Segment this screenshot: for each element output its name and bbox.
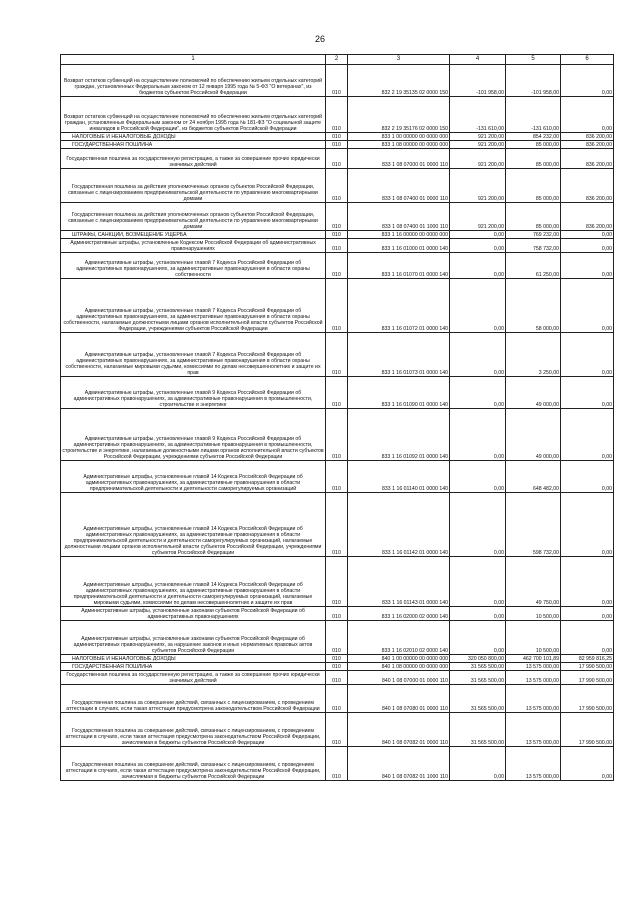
table-row	[61, 671, 614, 685]
row-code-cell: 010	[326, 169, 348, 203]
amount-cell: 836 200,00	[561, 149, 614, 169]
amount-cell: 17 990 500,00	[561, 663, 614, 671]
amount-cell: 0,00	[450, 747, 506, 781]
row-code-cell: 010	[326, 279, 348, 333]
amount-cell: 921 200,00	[450, 149, 506, 169]
amount-cell: 0,00	[561, 279, 614, 333]
row-code-cell: 010	[326, 671, 348, 685]
row-name-text: Административные штрафы, установленные законами субъектов Российской Федерации об административных правонарушениях	[81, 607, 305, 620]
row-name-text: Административные штрафы, установленные главой 7 Кодекса Российской Федерации об административных правонарушениях, за административные правонарушения в области охраны собственности	[76, 259, 310, 278]
amount-cell: 769 232,00	[506, 231, 561, 239]
amount-cell: 0,00	[561, 65, 614, 97]
amount-cell: 0,00	[561, 747, 614, 781]
amount-cell: 17 990 500,00	[561, 685, 614, 713]
table-row	[61, 239, 614, 253]
table-row	[61, 655, 614, 663]
revenue-code-cell: 840 1 08 07082 01 1000 110	[348, 747, 450, 781]
table-row	[61, 149, 614, 169]
amount-cell: 0,00	[450, 279, 506, 333]
table-row	[61, 557, 614, 607]
row-name-text: ШТРАФЫ, САНКЦИИ, ВОЗМЕЩЕНИЕ УЩЕРБА	[72, 231, 187, 238]
row-code-cell: 010	[326, 713, 348, 747]
amount-cell: 49 000,00	[506, 377, 561, 409]
table-row	[61, 65, 614, 97]
table-body	[61, 65, 614, 781]
row-name-text: Возврат остатков субвенций на осуществление полномочий по обеспечению жильем отдельных категорий граждан, установленных Федеральным законом от 24 ноября 1995 года № 181-ФЗ "О социальной защите инвалидов в Российской Федерации", из бюджетов субъектов Российской Федерации	[63, 113, 323, 132]
row-name-cell	[61, 461, 326, 493]
revenue-code-cell: 840 1 08 07080 01 0000 110	[348, 685, 450, 713]
row-name-cell	[61, 747, 326, 781]
table-row	[61, 253, 614, 279]
amount-cell: 836 200,00	[561, 203, 614, 231]
revenue-code-cell: 833 1 16 01092 01 0000 140	[348, 409, 450, 461]
table-row	[61, 713, 614, 747]
amount-cell: 10 500,00	[506, 607, 561, 621]
amount-cell: 320 050 800,00	[450, 655, 506, 663]
revenue-code-cell: 840 1 08 00000 00 0000 000	[348, 663, 450, 671]
row-name-cell	[61, 655, 326, 663]
amount-cell: 3 250,00	[506, 333, 561, 377]
row-name-text: Административные штрафы, установленные главой 14 Кодекса Российской Федерации об административных правонарушениях, за административные правонарушения в области предпринимательской деятельности и деятельности саморегулируемых организаций, налагаемые мировыми судьями, комиссиями по делам несовершеннолетних и защите их прав	[73, 581, 313, 606]
row-name-text: Административные штрафы, установленные главой 9 Кодекса Российской Федерации об административных правонарушениях, за административные правонарушения в промышленности, строительстве и энергетике	[73, 389, 313, 408]
amount-cell: 836 200,00	[561, 169, 614, 203]
amount-cell: -101 958,00	[450, 65, 506, 97]
amount-cell: 13 575 000,00	[506, 685, 561, 713]
row-code-cell: 010	[326, 377, 348, 409]
amount-cell: 61 250,00	[506, 253, 561, 279]
table-row	[61, 409, 614, 461]
row-code-cell: 010	[326, 253, 348, 279]
amount-cell: 31 565 500,00	[450, 671, 506, 685]
row-name-text: НАЛОГОВЫЕ И НЕНАЛОГОВЫЕ ДОХОДЫ	[72, 133, 176, 140]
row-name-cell	[61, 239, 326, 253]
amount-cell: 0,00	[561, 493, 614, 557]
amount-cell: 0,00	[561, 239, 614, 253]
revenue-code-cell: 833 1 16 01073 01 0000 140	[348, 333, 450, 377]
revenue-code-cell: 833 1 16 01072 01 0000 140	[348, 279, 450, 333]
amount-cell: 58 000,00	[506, 279, 561, 333]
row-name-text: НАЛОГОВЫЕ И НЕНАЛОГОВЫЕ ДОХОДЫ	[72, 655, 176, 662]
amount-cell: 13 575 000,00	[506, 671, 561, 685]
row-code-cell: 010	[326, 557, 348, 607]
row-name-text: Административные штрафы, установленные законами субъектов Российской Федерации об административных правонарушениях, за нарушение законов и иных нормативных правовых актов субъектов Российской Федерации	[73, 635, 313, 654]
amount-cell: 31 565 500,00	[450, 663, 506, 671]
row-code-cell: 010	[326, 65, 348, 97]
table-row	[61, 141, 614, 149]
amount-cell: 17 990 500,00	[561, 671, 614, 685]
amount-cell: -131 610,00	[506, 97, 561, 133]
row-code-cell: 010	[326, 141, 348, 149]
table-row	[61, 279, 614, 333]
row-name-cell	[61, 685, 326, 713]
row-code-cell: 010	[326, 747, 348, 781]
row-name-text: Государственная пошлина за совершение действий, связанных с лицензированием, с проведением аттестации в случаях, если такая аттестация предусмотрена законодательством Российской Федерации, зачисляемая в бюджеты субъектов Российской Федерации	[65, 761, 321, 780]
row-name-cell	[61, 97, 326, 133]
column-header: 5	[506, 55, 561, 65]
amount-cell: 921 200,00	[450, 169, 506, 203]
amount-cell: 0,00	[561, 409, 614, 461]
amount-cell: 921 200,00	[450, 203, 506, 231]
table-row	[61, 333, 614, 377]
column-header: 3	[348, 55, 450, 65]
row-name-cell	[61, 663, 326, 671]
amount-cell: 31 565 500,00	[450, 713, 506, 747]
revenue-code-cell: 833 1 16 00000 00 0000 000	[348, 231, 450, 239]
header-row	[61, 55, 614, 65]
row-code-cell: 010	[326, 461, 348, 493]
revenue-code-cell: 832 2 19 35176 02 0000 150	[348, 97, 450, 133]
amount-cell: 0,00	[561, 253, 614, 279]
amount-cell: 0,00	[450, 333, 506, 377]
row-name-cell	[61, 713, 326, 747]
revenue-code-cell: 833 1 08 07000 01 0000 110	[348, 149, 450, 169]
row-name-cell	[61, 557, 326, 607]
row-name-text: Административные штрафы, установленные главой 9 Кодекса Российской Федерации об административных правонарушениях, за административные правонарушения в промышленности, строительстве и энергетике, налагаемые должностными лицами органов исполнительной власти субъектов Российской Федерации, учреждениями субъектов Российской Федерации	[62, 435, 324, 460]
revenue-code-cell: 833 1 16 01070 01 0000 140	[348, 253, 450, 279]
revenue-code-cell: 833 1 16 01000 01 0000 140	[348, 239, 450, 253]
table-row	[61, 231, 614, 239]
row-name-cell	[61, 671, 326, 685]
row-name-cell	[61, 621, 326, 655]
amount-cell: 598 732,00	[506, 493, 561, 557]
row-code-cell: 010	[326, 493, 348, 557]
amount-cell: 10 500,00	[506, 621, 561, 655]
amount-cell: 836 200,00	[561, 141, 614, 149]
row-name-text: Административные штрафы, установленные главой 14 Кодекса Российской Федерации об административных правонарушениях, за административные правонарушения в области предпринимательской деятельности и деятельности саморегулируемых организаций, налагаемые должностными лицами органов исполнительной власти субъектов Российской Федерации, учреждениями субъектов Российской Федерации	[64, 525, 322, 556]
revenue-code-cell: 833 1 16 01090 01 0000 140	[348, 377, 450, 409]
row-code-cell: 010	[326, 621, 348, 655]
table-row	[61, 493, 614, 557]
amount-cell: 13 575 000,00	[506, 663, 561, 671]
amount-cell: 0,00	[450, 377, 506, 409]
amount-cell: 13 575 000,00	[506, 713, 561, 747]
row-name-text: Государственная пошлина за совершение действий, связанных с лицензированием, с проведением аттестации в случаях, если такая аттестация предусмотрена законодательством Российской Федерации	[66, 699, 320, 712]
row-name-cell	[61, 279, 326, 333]
table-row	[61, 747, 614, 781]
row-name-cell	[61, 607, 326, 621]
revenue-code-cell: 840 1 08 07082 01 0000 110	[348, 713, 450, 747]
table-row	[61, 663, 614, 671]
row-name-cell	[61, 493, 326, 557]
amount-cell: 0,00	[450, 239, 506, 253]
amount-cell: 31 565 500,00	[450, 685, 506, 713]
row-name-text: Административные штрафы, установленные главой 7 Кодекса Российской Федерации об административных правонарушениях, за административные правонарушения в области охраны собственности, налагаемые должностными лицами органов исполнительной власти субъектов Российской Федерации, учреждениями субъектов Российской Федерации	[63, 307, 323, 332]
row-name-text: Государственная пошлина за государственную регистрацию, а также за совершение прочих юридически значимых действий	[66, 671, 320, 684]
amount-cell: 0,00	[450, 557, 506, 607]
amount-cell: 648 482,00	[506, 461, 561, 493]
column-header: 1	[61, 55, 326, 65]
row-name-text: Государственная пошлина за действия уполномоченных органов субъектов Российской Федерации, связанные с лицензированием предпринимательской деятельности по управлению многоквартирными домами	[68, 183, 318, 202]
amount-cell: 0,00	[450, 231, 506, 239]
table-row	[61, 685, 614, 713]
row-name-text: Государственная пошлина за совершение действий, связанных с лицензированием, с проведением аттестации в случаях, если такая аттестация предусмотрена законодательством Российской Федерации, зачисляемая в бюджеты субъектов Российской Федерации	[65, 727, 321, 746]
row-name-cell	[61, 409, 326, 461]
amount-cell: 13 575 000,00	[506, 747, 561, 781]
amount-cell: 0,00	[561, 377, 614, 409]
table-row	[61, 169, 614, 203]
page-number: 26	[314, 34, 325, 44]
row-code-cell: 010	[326, 409, 348, 461]
row-code-cell: 010	[326, 663, 348, 671]
amount-cell: 85 000,00	[506, 141, 561, 149]
row-code-cell: 010	[326, 97, 348, 133]
row-name-cell	[61, 149, 326, 169]
amount-cell: 0,00	[561, 607, 614, 621]
row-name-text: Административные штрафы, установленные главой 7 Кодекса Российской Федерации об административных правонарушениях, за административные правонарушения в области охраны собственности, налагаемые мировыми судьями, комиссиями по делам несовершеннолетних и защите их прав	[65, 351, 321, 376]
row-code-cell: 010	[326, 685, 348, 713]
amount-cell: 85 000,00	[506, 149, 561, 169]
row-name-cell	[61, 377, 326, 409]
column-header: 4	[450, 55, 506, 65]
amount-cell: 0,00	[450, 493, 506, 557]
row-name-text: Государственная пошлина за действия уполномоченных органов субъектов Российской Федерации, связанные с лицензированием предпринимательской деятельности по управлению многоквартирными домами	[68, 211, 318, 230]
table-row	[61, 97, 614, 133]
revenue-code-cell: 840 1 00 00000 00 0000 000	[348, 655, 450, 663]
table-row	[61, 133, 614, 141]
row-code-cell: 010	[326, 149, 348, 169]
amount-cell: 17 990 500,00	[561, 713, 614, 747]
amount-cell: 0,00	[561, 97, 614, 133]
amount-cell: 0,00	[450, 621, 506, 655]
amount-cell: -101 958,00	[506, 65, 561, 97]
table-row	[61, 461, 614, 493]
amount-cell: 758 732,00	[506, 239, 561, 253]
table-row	[61, 621, 614, 655]
amount-cell: 0,00	[561, 231, 614, 239]
row-code-cell: 010	[326, 655, 348, 663]
row-name-text: Административные штрафы, установленные главой 14 Кодекса Российской Федерации об административных правонарушениях, за административные правонарушения в области предпринимательской деятельности и деятельности саморегулируемых организаций	[83, 473, 303, 492]
revenue-code-cell: 833 1 16 01142 01 0000 140	[348, 493, 450, 557]
revenue-code-cell: 833 1 16 01140 01 0000 140	[348, 461, 450, 493]
revenue-code-cell: 833 1 00 00000 00 0000 000	[348, 133, 450, 141]
row-name-text: Государственная пошлина за государственную регистрацию, а также за совершение прочих юридически значимых действий	[66, 155, 320, 168]
row-name-cell	[61, 203, 326, 231]
row-name-cell	[61, 231, 326, 239]
row-name-cell	[61, 333, 326, 377]
amount-cell: 0,00	[450, 253, 506, 279]
amount-cell: 921 200,00	[450, 141, 506, 149]
revenue-code-cell: 833 1 16 02000 02 0000 140	[348, 607, 450, 621]
row-name-cell	[61, 253, 326, 279]
revenue-code-cell: 832 2 19 35135 02 0000 150	[348, 65, 450, 97]
amount-cell: 85 000,00	[506, 169, 561, 203]
revenue-code-cell: 833 1 08 00000 00 0000 000	[348, 141, 450, 149]
amount-cell: 49 750,00	[506, 557, 561, 607]
revenue-code-cell: 833 1 08 07400 01 0000 110	[348, 169, 450, 203]
row-code-cell: 010	[326, 333, 348, 377]
row-code-cell: 010	[326, 133, 348, 141]
amount-cell: -131 610,00	[450, 97, 506, 133]
row-name-text: ГОСУДАРСТВЕННАЯ ПОШЛИНА	[72, 663, 153, 670]
column-header: 6	[561, 55, 614, 65]
row-name-text: ГОСУДАРСТВЕННАЯ ПОШЛИНА	[72, 141, 153, 148]
revenue-code-cell: 833 1 08 07400 01 1000 110	[348, 203, 450, 231]
amount-cell: 836 200,00	[561, 133, 614, 141]
table-row	[61, 377, 614, 409]
row-code-cell: 010	[326, 231, 348, 239]
row-name-text: Административные штрафы, установленные Кодексом Российской Федерации об административных правонарушениях	[70, 239, 316, 252]
amount-cell: 0,00	[450, 461, 506, 493]
revenue-code-cell: 840 1 08 07000 01 0000 110	[348, 671, 450, 685]
row-code-cell: 010	[326, 239, 348, 253]
amount-cell: 0,00	[450, 409, 506, 461]
row-name-cell	[61, 169, 326, 203]
amount-cell: 854 232,00	[506, 133, 561, 141]
amount-cell: 85 000,00	[506, 203, 561, 231]
row-code-cell: 010	[326, 203, 348, 231]
amount-cell: 462 700 101,89	[506, 655, 561, 663]
amount-cell: 921 200,00	[450, 133, 506, 141]
row-name-text: Возврат остатков субвенций на осуществление полномочий по обеспечению жильем отдельных категорий граждан, установленных Федеральным законом от 12 января 1995 года № 5-ФЗ "О ветеранах", из бюджетов субъектов Российской Федерации	[63, 77, 323, 96]
column-header: 2	[326, 55, 348, 65]
amount-cell: 49 000,00	[506, 409, 561, 461]
table-row	[61, 203, 614, 231]
table-row	[61, 607, 614, 621]
amount-cell: 0,00	[561, 621, 614, 655]
revenue-table	[60, 54, 614, 781]
amount-cell: 0,00	[561, 557, 614, 607]
amount-cell: 0,00	[561, 461, 614, 493]
row-code-cell: 010	[326, 607, 348, 621]
row-name-cell	[61, 65, 326, 97]
row-name-cell	[61, 133, 326, 141]
amount-cell: 82 959 816,25	[561, 655, 614, 663]
amount-cell: 0,00	[561, 333, 614, 377]
amount-cell: 0,00	[450, 607, 506, 621]
revenue-code-cell: 833 1 16 02010 02 0000 140	[348, 621, 450, 655]
row-name-cell	[61, 141, 326, 149]
revenue-code-cell: 833 1 16 01143 01 0000 140	[348, 557, 450, 607]
